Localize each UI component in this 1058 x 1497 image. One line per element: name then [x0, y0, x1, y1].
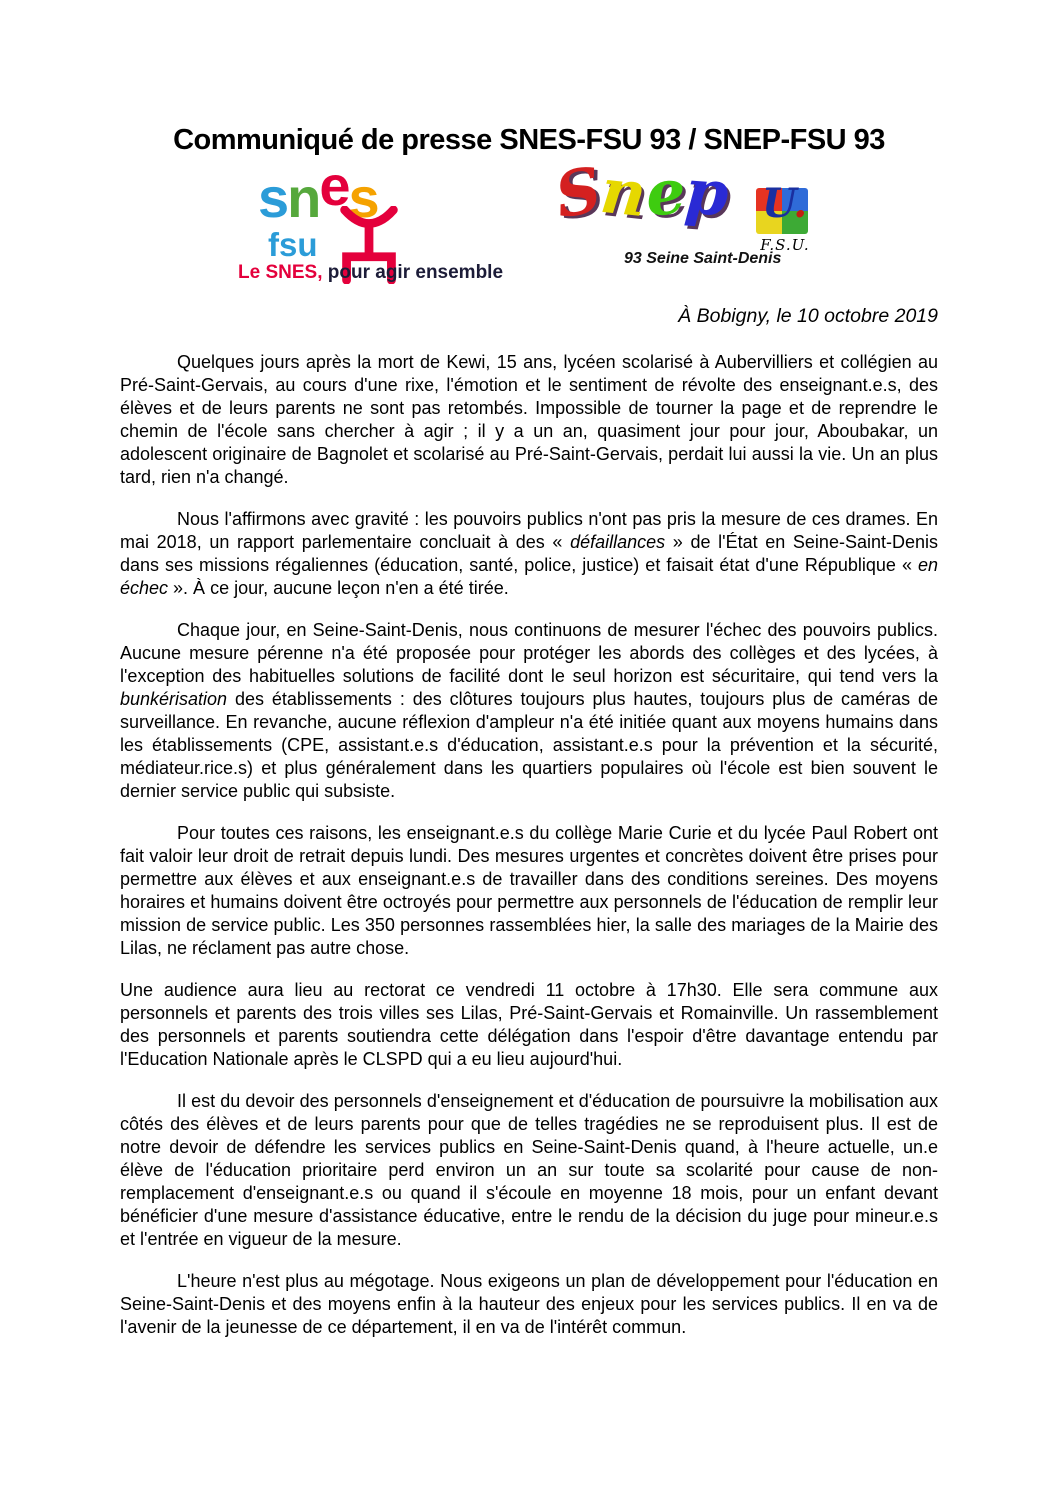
paragraph-text: Chaque jour, en Seine-Saint-Denis, nous continuons de mesurer l'échec des pouvoirs publics. Aucune mesure pérenne n'a été proposée pour protéger les abords des collèges et des lycées, à l'exception des habituelles solutions de facilité dont le seul horizon est sécuritaire, qui tend vers la	[120, 620, 938, 686]
paragraph-text: Pour toutes ces raisons, les enseignant.e.s du collège Marie Curie et du lycée Paul Robert ont fait valoir leur droit de retrait depuis lundi. Des mesures urgentes et concrètes doivent être prises pour permettre aux élèves et aux enseignant.e.s de travailler dans des conditions sereines. Des moyens horaires et humains doivent être octroyés pour permettre aux personnels de l'éducation de remplir leur mission de service public. Les 350 personnes rassemblées hier, la salle des mariages de la Mairie des Lilas, ne réclament pas autre chose.	[120, 823, 938, 958]
snes-tagline-rest: pour agir ensemble	[322, 262, 504, 283]
paragraph-emphasis: défaillances	[570, 532, 666, 552]
paragraph-text: » de l'État en Seine-Saint-Denis dans ses missions régaliennes (éducation, santé, police, justice) et faisait état d'une République «	[120, 532, 938, 575]
paragraph-text: Nous l'affirmons avec gravité : les pouvoirs publics n'ont pas pris la mesure de ces drames. En mai 2018, un rapport parlementaire concluait à des «	[120, 509, 938, 552]
paragraph-emphasis: bunkérisation	[120, 689, 228, 709]
snep-region-text: 93 Seine Saint-Denis	[624, 250, 782, 267]
body-paragraphs	[120, 351, 938, 1358]
logo-letter: s	[348, 166, 378, 229]
paragraph-text: ». À ce jour, aucune leçon n'en a été tirée.	[168, 578, 509, 598]
logo-letter: s	[258, 166, 288, 229]
fsu-u-letter: U	[762, 180, 794, 227]
fsu-logo	[756, 180, 814, 254]
snep-wordmark	[549, 152, 732, 233]
snes-fsu-text: fsu	[268, 226, 318, 263]
logo-letter: S	[549, 152, 607, 233]
page-title: Communiqué de presse SNES-FSU 93 / SNEP-FSU 93	[173, 124, 885, 156]
paragraph-text: Quelques jours après la mort de Kewi, 15 ans, lycéen scolarisé à Aubervilliers et collégien au Pré-Saint-Gervais, au cours d'une rixe, l'émotion et le sentiment de révolte des enseignant.e.s, des élèves et de leurs parents ne sont pas retombés. Impossible de tourner la page et de reprendre le chemin de l'école sans chercher à agir ; il y a un an, quasiment jour pour jour, Aboubakar, un adolescent originaire de Bagnolet et scolarisé au Pré-Saint-Gervais, perdait lui aussi la vie. Un an plus tard, rien n'a changé.	[120, 352, 938, 487]
snep-fsu-logo	[549, 152, 851, 277]
paragraph-text: Il est du devoir des personnels d'enseignement et d'éducation de poursuivre la mobilisation aux côtés des élèves et de leurs parents pour que de telles tragédies ne se reproduisent plus. Il est de notre devoir de défendre les services publics en Seine-Saint-Denis quand, à l'heure actuelle, un.e élève de l'éducation prioritaire perd environ un an sur toute sa scolarité pour cause de non-remplacement d'enseignant.e.s ou quand il s'écoule en moyenne 18 mois, pour un enfant devant bénéficier d'une mesure d'assistance éducative, entre le rendu de la décision du juge pour mineur.e.s et l'entrée en vigueur de la mesure.	[120, 1091, 938, 1249]
snes-tagline	[238, 262, 503, 284]
snes-fsu-logo	[226, 154, 504, 288]
logo-letter: n	[597, 153, 650, 232]
paragraph	[120, 1270, 938, 1339]
fsu-label: F.S.U.	[760, 236, 810, 254]
paragraph-emphasis: en échec	[120, 555, 938, 598]
logo-letter: p	[682, 154, 732, 231]
paragraph	[120, 351, 938, 489]
logo-letter: n	[287, 166, 320, 229]
paragraph	[120, 619, 938, 803]
fsu-u-dot: .	[793, 180, 808, 227]
paragraph	[120, 508, 938, 600]
paragraph	[120, 979, 938, 1071]
paragraph-text: L'heure n'est plus au mégotage. Nous exigeons un plan de développement pour l'éducation en Seine-Saint-Denis et des moyens enfin à la hauteur des enjeux pour les services publics. Il en va de l'avenir de la jeunesse de ce département, il en va de l'intérêt commun.	[120, 1271, 938, 1337]
snes-tagline-lead: Le SNES,	[238, 262, 323, 283]
paragraph-text: des établissements : des clôtures toujours plus hautes, toujours plus de caméras de surveillance. En revanche, aucune réflexion d'ampleur n'a été initiée quant aux moyens humains dans les établissements (CPE, assistant.e.s d'éducation, assistant.e.s pour la prévention et la sécurité, médiateur.rice.s) et plus généralement dans les quartiers populaires où l'école est bien souvent le dernier service public qui subsiste.	[120, 689, 938, 801]
dateline: À Bobigny, le 10 octobre 2019	[678, 305, 938, 327]
logo-letter: e	[643, 154, 688, 231]
paragraph-text: Une audience aura lieu au rectorat ce vendredi 11 octobre à 17h30. Elle sera commune aux personnels et parents des trois villes ses Lilas, Pré-Saint-Gervais et Romainville. Un rassemblement des personnels et parents soutiendra cette délégation dans l'espoir d'être davantage entendu par l'Education Nationale après le CLSPD qui a eu lieu aujourd'hui.	[120, 980, 938, 1069]
paragraph	[120, 1090, 938, 1251]
logo-letter: e	[319, 154, 349, 217]
paragraph	[120, 822, 938, 960]
fsu-u-mark	[762, 180, 808, 227]
